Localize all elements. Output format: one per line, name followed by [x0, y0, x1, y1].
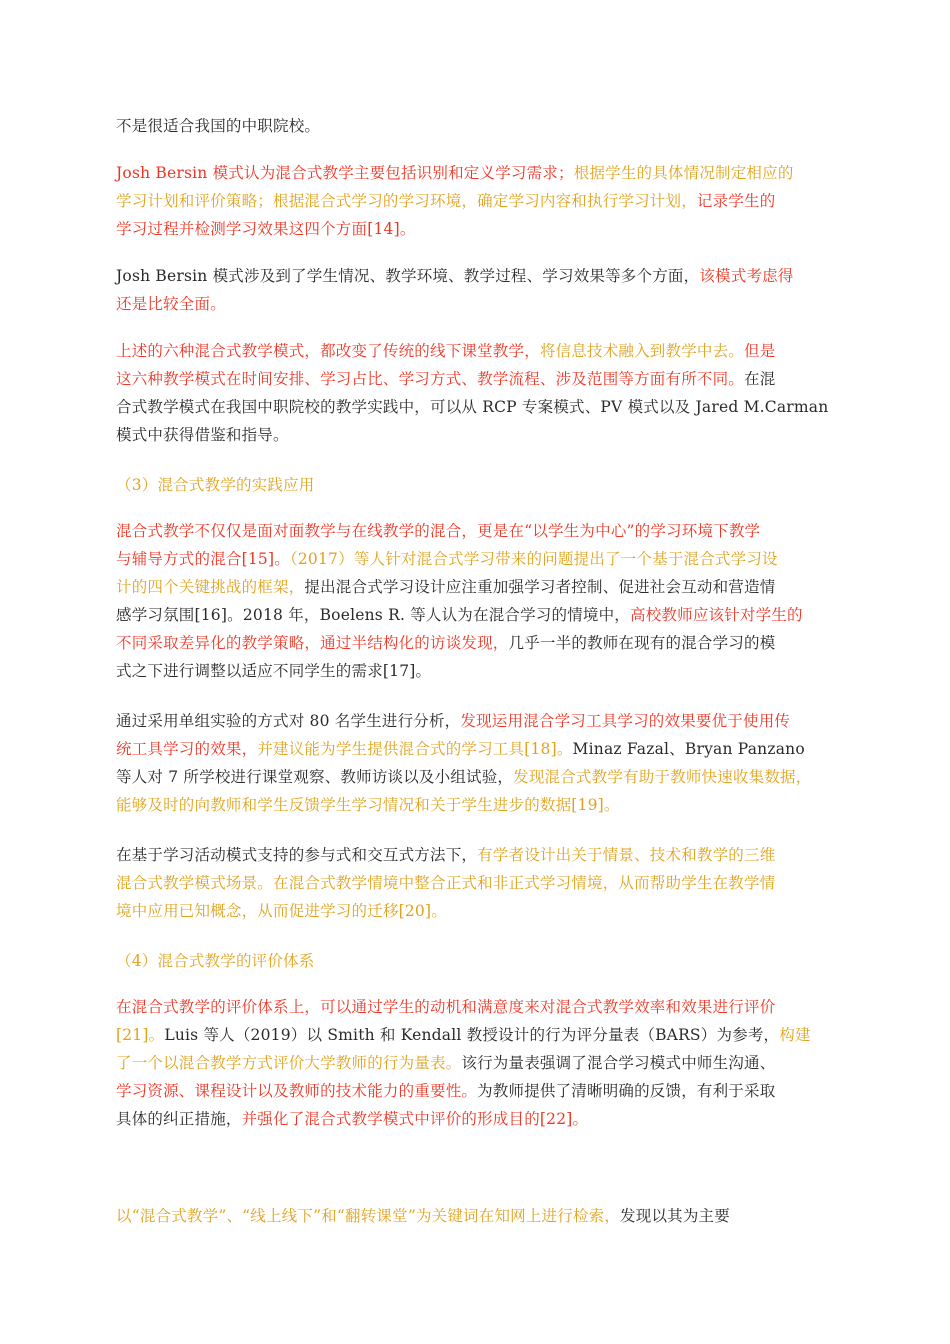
- text-segment: 这六种教学模式在时间安排、学习占比、学习方式、教学流程、涉及范围等方面有所不同。: [116, 370, 745, 388]
- text-segment: 高校教师应该针对学生的: [630, 606, 803, 624]
- para-search-line: [116, 1206, 730, 1226]
- para-practice-3-line: [116, 845, 775, 865]
- para-six-models-line: [116, 369, 775, 389]
- text-segment: 还是比较全面。: [116, 295, 226, 313]
- para-practice-2-line: [116, 711, 790, 731]
- text-segment: 上述的六种混合式教学模式，都改变了传统的线下课堂教学，: [116, 342, 540, 360]
- text-segment: 学习计划和评价策略；根据混合式学习的学习环境，确定学习内容和执行学习计划，: [116, 192, 697, 210]
- text-segment: 等人对 7 所学校进行课堂观察、教师访谈以及小组试验，: [116, 768, 514, 786]
- text-segment: 混合式教学不仅仅是面对面教学与在线教学的混合，更是在“以学生为中心”的学习环境下教学: [116, 522, 761, 540]
- text-segment: 在混合式教学的评价体系上，可以通过学生的动机和满意度来对混合式教学效率和效果进行评价: [116, 998, 776, 1016]
- text-segment: 并建议能为学生提供混合式的学习工具[18]。: [257, 740, 573, 758]
- para-continuation-line: [116, 116, 320, 136]
- text-segment: 统工具学习的效果，: [116, 740, 258, 758]
- para-josh-bersin-review-line: [116, 294, 226, 314]
- text-segment: 发现运用混合学习工具学习的效果要优于使用传: [460, 712, 791, 730]
- text-segment: 学习过程并检测学习效果这四个方面[14]。: [116, 220, 416, 238]
- text-segment: 以“混合式教学”、“线上线下”和“翻转课堂”为关键词在知网上进行检索，: [116, 1207, 621, 1225]
- heading-evaluation-line: [116, 951, 314, 971]
- text-segment: 式之下进行调整以适应不同学生的需求[17]。: [116, 662, 432, 680]
- text-segment: 将信息技术融入到教学中去。: [539, 342, 745, 360]
- text-segment: 了一个以混合教学方式评价大学教师的行为量表。: [116, 1054, 462, 1072]
- text-segment: （4）混合式教学的评价体系: [116, 952, 315, 970]
- text-segment: 境中应用已知概念，从而促进学习的迁移[20]。: [116, 902, 447, 920]
- para-practice-1-line: [116, 549, 778, 569]
- para-six-models-line: [116, 397, 828, 417]
- text-segment: 通过采用单组实验的方式对 80 名学生进行分析，: [116, 712, 461, 730]
- text-segment: 有学者设计出关于情景、技术和教学的三维: [477, 846, 776, 864]
- para-josh-bersin-model-line: [116, 191, 775, 211]
- text-segment: 构建: [779, 1026, 811, 1044]
- text-segment: 几乎一半的教师在现有的混合学习的模: [508, 634, 776, 652]
- text-segment: 混合式教学模式场景。在混合式教学情境中整合正式和非正式学习情境，从而帮助学生在教学情: [116, 874, 776, 892]
- text-segment: 在基于学习活动模式支持的参与式和交互式方法下，: [116, 846, 478, 864]
- para-josh-bersin-model-line: [116, 219, 416, 239]
- text-segment: Luis 等人（2019）以 Smith 和 Kendall 教授设计的行为评分量表（BARS）为参考，: [164, 1026, 780, 1044]
- text-segment: 不是很适合我国的中职院校。: [116, 117, 321, 135]
- para-practice-2-line: [116, 767, 811, 787]
- text-segment: Josh Bersin 模式涉及到了学生情况、教学环境、教学过程、学习效果等多个方面，: [116, 267, 700, 285]
- para-six-models-line: [116, 425, 289, 445]
- text-segment: 学习资源、课程设计以及教师的技术能力的重要性。: [116, 1082, 478, 1100]
- text-segment: （2017）等人针对混合式学习带来的问题提出了一个基于混合式学习设: [289, 550, 778, 568]
- para-practice-1-line: [116, 521, 760, 541]
- text-segment: 发现混合式教学有助于教师快速收集数据，: [513, 768, 812, 786]
- text-segment: 提出混合式学习设计应注重加强学习者控制、促进社会互动和营造情: [304, 578, 776, 596]
- heading-practice-line: [116, 475, 314, 495]
- para-practice-1-line: [116, 633, 775, 653]
- text-segment: （3）混合式教学的实践应用: [116, 476, 315, 494]
- para-evaluation-line: [116, 1053, 775, 1073]
- text-segment: 发现以其为主要: [620, 1207, 730, 1225]
- text-segment: 为教师提供了清晰明确的反馈，有利于采取: [477, 1082, 776, 1100]
- text-segment: 该模式考虑得: [699, 267, 794, 285]
- text-segment: 与辅导方式的混合[15]。: [116, 550, 290, 568]
- text-segment: 合式教学模式在我国中职院校的教学实践中，可以从 RCP 专案模式、PV 模式以及 Jared M.Carman: [116, 398, 829, 416]
- para-practice-2-line: [116, 739, 805, 759]
- text-segment: 但是: [744, 342, 776, 360]
- para-josh-bersin-model-line: [116, 163, 794, 183]
- para-practice-3-line: [116, 873, 775, 893]
- text-segment: 模式中获得借鉴和指导。: [116, 426, 289, 444]
- text-segment: 根据学生的具体情况制定相应的: [573, 164, 794, 182]
- text-segment: 并强化了混合式教学模式中评价的形成目的[22]。: [241, 1110, 589, 1128]
- text-segment: 在混: [744, 370, 776, 388]
- para-evaluation-line: [116, 1025, 811, 1045]
- text-segment: [21]。: [116, 1026, 165, 1044]
- para-practice-1-line: [116, 605, 803, 625]
- text-segment: Minaz Fazal、Bryan Panzano: [572, 740, 805, 758]
- text-segment: 不同采取差异化的教学策略，通过半结构化的访谈发现，: [116, 634, 509, 652]
- text-segment: 能够及时的向教师和学生反馈学生学习情况和关于学生进步的数据[19]。: [116, 796, 620, 814]
- para-evaluation-line: [116, 997, 775, 1017]
- para-evaluation-line: [116, 1081, 775, 1101]
- text-segment: 具体的纠正措施，: [116, 1110, 242, 1128]
- text-segment: 计的四个关键挑战的框架，: [116, 578, 305, 596]
- para-six-models-line: [116, 341, 775, 361]
- para-practice-1-line: [116, 661, 431, 681]
- text-segment: Josh Bersin 模式认为混合式教学主要包括识别和定义学习需求；: [116, 164, 574, 182]
- para-evaluation-line: [116, 1109, 588, 1129]
- para-practice-2-line: [116, 795, 620, 815]
- text-segment: 记录学生的: [696, 192, 776, 210]
- para-practice-1-line: [116, 577, 775, 597]
- para-practice-3-line: [116, 901, 447, 921]
- text-segment: 该行为量表强调了混合学习模式中师生沟通、: [461, 1054, 776, 1072]
- para-josh-bersin-review-line: [116, 266, 794, 286]
- text-segment: 感学习氛围[16]。2018 年，Boelens R. 等人认为在混合学习的情境中，: [116, 606, 631, 624]
